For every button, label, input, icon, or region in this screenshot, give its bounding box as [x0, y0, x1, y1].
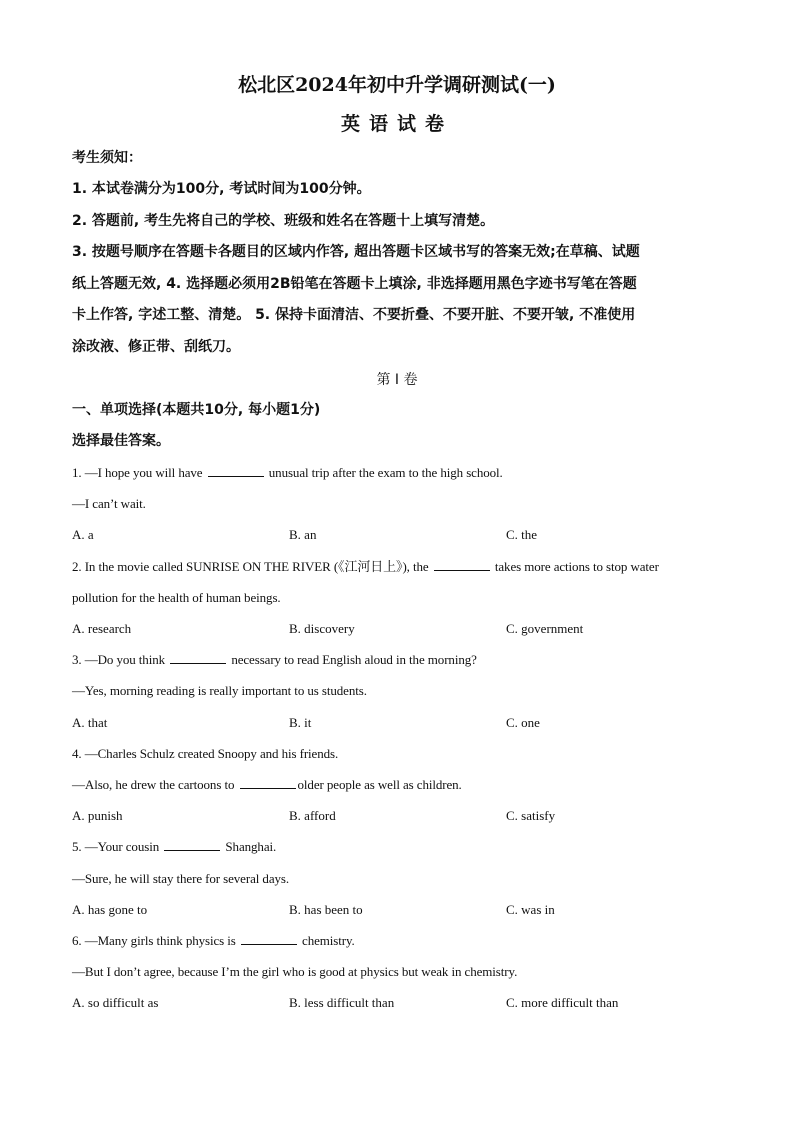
- question-text: 1. —I hope you will have: [72, 465, 206, 480]
- option-b: B. it: [289, 714, 312, 730]
- answer-blank: [434, 558, 490, 571]
- question-3: [72, 644, 722, 738]
- question-text: older people as well as children.: [297, 777, 462, 793]
- option-row: [72, 800, 722, 831]
- question-line: [72, 551, 722, 582]
- question-line: [72, 675, 722, 706]
- question-text: —Also, he drew the cartoons to: [72, 777, 238, 793]
- question-text: 3. —Do you think: [72, 652, 169, 668]
- question-line: [72, 738, 722, 769]
- question-text: pollution for the health of human beings.: [72, 589, 281, 605]
- notice-heading: 考生须知：: [72, 150, 142, 166]
- question-text: —I can’t wait.: [72, 496, 146, 512]
- question-5: [72, 831, 722, 925]
- question-list: [72, 457, 722, 1019]
- question-text: —But I don’t agree, because I’m the girl who is good at physics but weak in chemistry.: [72, 964, 518, 980]
- option-a: A. that: [72, 714, 108, 730]
- option-row: [72, 613, 722, 644]
- notice-item: 3. 按题号顺序在答题卡各题目的区域内作答, 超出答题卡区域书写的答案无效;在草稿、试题: [72, 244, 640, 260]
- question-text: 2. In the movie called SUNRISE ON THE RIVER (《江河日上》), the: [72, 558, 432, 574]
- exam-page: [72, 70, 722, 1019]
- question-line: [72, 457, 722, 488]
- part-label: 第 I 卷: [376, 372, 418, 388]
- option-row: [72, 707, 722, 738]
- question-4: [72, 738, 722, 832]
- answer-blank: [241, 932, 297, 945]
- notice-item: 纸上答题无效, 4. 选择题必须用2B铅笔在答题卡上填涂, 非选择题用黑色字迹书写笔在答题: [72, 275, 637, 292]
- question-1: [72, 457, 722, 551]
- option-row: [72, 894, 722, 925]
- option-a: A. a: [72, 527, 94, 543]
- notice-item: 1. 本试卷满分为100分, 考试时间为100分钟。: [72, 181, 371, 197]
- option-c: C. the: [506, 527, 538, 543]
- question-line: [72, 831, 722, 862]
- section-instruction: 选择最佳答案。: [72, 433, 170, 449]
- option-b: B. less difficult than: [289, 995, 395, 1011]
- notice-item: 涂改液、修正带、刮纸刀。: [72, 338, 240, 355]
- question-line: [72, 863, 722, 894]
- question-line: [72, 582, 722, 613]
- answer-blank: [164, 838, 220, 851]
- exam-subtitle: 英语试卷: [340, 113, 453, 135]
- option-a: A. punish: [72, 808, 123, 824]
- answer-blank: [170, 651, 226, 664]
- option-a: A. has gone to: [72, 901, 148, 917]
- exam-title: 松北区2024年初中升学调研测试(一): [238, 74, 556, 96]
- question-6: [72, 925, 722, 1019]
- question-line: [72, 644, 722, 675]
- option-a: A. research: [72, 621, 132, 637]
- question-text: 5. —Your cousin: [72, 839, 163, 855]
- option-a: A. so difficult as: [72, 995, 159, 1011]
- option-row: [72, 987, 722, 1018]
- notice-item: 2. 答题前, 考生先将自己的学校、班级和姓名在答题十上填写清楚。: [72, 212, 495, 229]
- option-c: C. more difficult than: [506, 995, 619, 1011]
- question-text: takes more actions to stop water: [491, 558, 659, 574]
- option-b: B. discovery: [289, 621, 355, 637]
- question-text: —Sure, he will stay there for several days.: [72, 870, 289, 886]
- question-text: Shanghai.: [222, 839, 277, 855]
- question-text: unusual trip after the exam to the high school.: [265, 465, 503, 480]
- question-line: [72, 925, 722, 956]
- option-c: C. satisfy: [506, 808, 556, 824]
- question-line: [72, 769, 722, 800]
- option-row: [72, 519, 722, 550]
- question-text: 6. —Many girls think physics is: [72, 933, 239, 949]
- answer-blank: [240, 776, 296, 789]
- notice-item: 卡上作答, 字述工整、清楚。 5. 保持卡面清洁、不要折叠、不要开脏、不要开皱, 不准使用: [72, 307, 636, 323]
- candidate-notice: [72, 142, 722, 363]
- section-heading: 一、单项选择(本题共10分, 每小题1分): [72, 402, 321, 418]
- option-c: C. government: [506, 621, 584, 637]
- answer-blank: [208, 464, 264, 477]
- option-c: C. one: [506, 714, 540, 730]
- question-line: [72, 488, 722, 519]
- question-text: necessary to read English aloud in the morning?: [228, 652, 477, 668]
- question-text: chemistry.: [298, 933, 355, 949]
- question-text: —Yes, morning reading is really important to us students.: [72, 683, 367, 699]
- option-b: B. has been to: [289, 901, 363, 917]
- question-2: [72, 551, 722, 645]
- option-b: B. afford: [289, 808, 336, 824]
- question-text: 4. —Charles Schulz created Snoopy and his friends.: [72, 745, 339, 761]
- question-line: [72, 956, 722, 987]
- option-c: C. was in: [506, 901, 555, 917]
- option-b: B. an: [289, 527, 317, 543]
